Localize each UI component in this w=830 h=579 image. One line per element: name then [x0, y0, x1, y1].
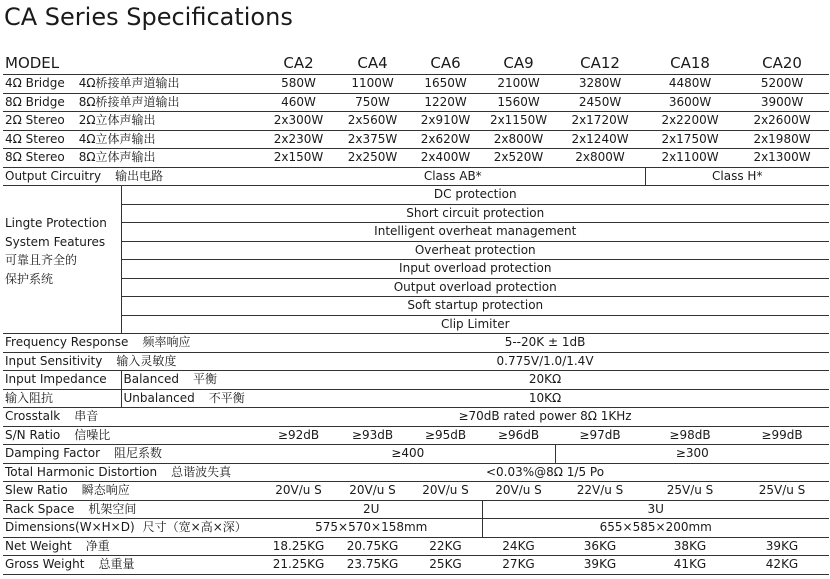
gross-weight-row	[3, 556, 829, 575]
table-cell: ≥93dB	[336, 426, 409, 445]
row-label: Net Weight 净重	[3, 537, 261, 556]
model-ca6: CA6	[430, 54, 461, 72]
unbalanced-value: 10KΩ	[261, 389, 829, 408]
row-label: 8Ω Stereo 8Ω立体声输出	[3, 149, 261, 168]
table-cell: 5200W	[735, 75, 829, 94]
table-cell: 2x1980W	[735, 130, 829, 149]
row-label: Slew Ratio 瞬态响应	[3, 482, 261, 501]
unbalanced-label: Unbalanced 不平衡	[121, 389, 261, 408]
protection-row	[3, 223, 829, 242]
protection-item: DC protection	[121, 186, 829, 205]
rack-space-b: 3U	[482, 500, 829, 519]
table-cell: 2x400W	[409, 149, 482, 168]
input-impedance-row	[3, 389, 829, 408]
table-cell: 22V/u S	[555, 482, 645, 501]
table-cell: 2x150W	[261, 149, 336, 168]
table-cell: 2x620W	[409, 130, 482, 149]
sn-ratio-row	[3, 426, 829, 445]
table-cell: 3280W	[555, 75, 645, 94]
row-label: Dimensions(W×H×D) 尺寸（宽×高×深）	[3, 519, 261, 538]
table-cell: 2x2200W	[645, 112, 735, 131]
protection-item: Clip Limiter	[121, 315, 829, 334]
dimensions-a: 575×570×158mm	[261, 519, 482, 538]
table-cell: 2x230W	[261, 130, 336, 149]
table-cell: 41KG	[645, 556, 735, 575]
row-label: Output Circuitry 输出电路	[3, 167, 261, 186]
protection-label: Lingte Protection System Features 可靠且齐全的 保护系统	[3, 186, 121, 334]
row-label: 4Ω Stereo 4Ω立体声输出	[3, 130, 261, 149]
slew-rate-row	[3, 482, 829, 501]
table-cell: 20.75KG	[336, 537, 409, 556]
table-cell: 460W	[261, 93, 336, 112]
table-cell: 2x1720W	[555, 112, 645, 131]
model-ca20: CA20	[762, 54, 802, 72]
table-cell: 2x2600W	[735, 112, 829, 131]
protection-row	[3, 204, 829, 223]
crosstalk-row	[3, 408, 829, 427]
row-label: 4Ω Bridge 4Ω桥接单声道输出	[3, 75, 261, 94]
table-cell: ≥95dB	[409, 426, 482, 445]
table-cell: 750W	[336, 93, 409, 112]
table-cell: 1220W	[409, 93, 482, 112]
balanced-label: Balanced 平衡	[121, 371, 261, 390]
model-ca4: CA4	[357, 54, 388, 72]
header-row	[3, 52, 829, 75]
table-cell: 2x800W	[555, 149, 645, 168]
thd-value: <0.03%@8Ω 1/5 Po	[261, 463, 829, 482]
protection-row	[3, 278, 829, 297]
table-cell: ≥96dB	[482, 426, 555, 445]
table-cell: 25V/u S	[735, 482, 829, 501]
protection-item: Output overload protection	[121, 278, 829, 297]
dimensions-row	[3, 519, 829, 538]
table-cell: ≥99dB	[735, 426, 829, 445]
row-label: Rack Space 机架空间	[3, 500, 261, 519]
protection-row	[3, 186, 829, 205]
damping-value-a: ≥400	[261, 445, 555, 464]
row-label: Total Harmonic Distortion 总谐波失真	[3, 463, 261, 482]
input-sensitivity-value: 0.775V/1.0/1.4V	[261, 352, 829, 371]
protection-item: Overheat protection	[121, 241, 829, 260]
protection-row	[3, 297, 829, 316]
rack-space-a: 2U	[261, 500, 482, 519]
frequency-response-row	[3, 334, 829, 353]
model-ca9: CA9	[503, 54, 534, 72]
class-h-cell: Class H*	[645, 167, 829, 186]
thd-row	[3, 463, 829, 482]
table-cell: 3600W	[645, 93, 735, 112]
table-cell: 2x1240W	[555, 130, 645, 149]
class-ab-cell: Class AB*	[261, 167, 645, 186]
table-cell: 580W	[261, 75, 336, 94]
table-cell: ≥92dB	[261, 426, 336, 445]
output-circuitry-row	[3, 167, 829, 186]
table-cell: 20V/u S	[409, 482, 482, 501]
row-label: 输入阻抗	[3, 389, 121, 408]
table-cell: 2x250W	[336, 149, 409, 168]
table-cell: ≥97dB	[555, 426, 645, 445]
spec-table	[3, 52, 829, 575]
power-row-8ohm-stereo	[3, 149, 829, 168]
table-cell: 38KG	[645, 537, 735, 556]
table-cell: 2x1750W	[645, 130, 735, 149]
crosstalk-value: ≥70dB rated power 8Ω 1KHz	[261, 408, 829, 427]
balanced-value: 20KΩ	[261, 371, 829, 390]
table-cell: 39KG	[555, 556, 645, 575]
table-cell: 2x375W	[336, 130, 409, 149]
damping-value-b: ≥300	[555, 445, 829, 464]
table-cell: 25KG	[409, 556, 482, 575]
table-cell: 18.25KG	[261, 537, 336, 556]
protection-item: Soft startup protection	[121, 297, 829, 316]
model-ca2: CA2	[283, 54, 314, 72]
power-row-4ohm-bridge	[3, 75, 829, 94]
table-cell: 2x1100W	[645, 149, 735, 168]
row-label: Crosstalk 串音	[3, 408, 261, 427]
table-cell: 2x1150W	[482, 112, 555, 131]
table-cell: 2x300W	[261, 112, 336, 131]
row-label: Input Impedance	[3, 371, 121, 390]
input-impedance-row	[3, 371, 829, 390]
damping-factor-row	[3, 445, 829, 464]
table-cell: 22KG	[409, 537, 482, 556]
net-weight-row	[3, 537, 829, 556]
table-cell: 20V/u S	[261, 482, 336, 501]
table-cell: 2100W	[482, 75, 555, 94]
row-label: Damping Factor 阻尼系数	[3, 445, 261, 464]
input-sensitivity-row	[3, 352, 829, 371]
table-cell: 36KG	[555, 537, 645, 556]
power-row-4ohm-stereo	[3, 130, 829, 149]
table-cell: 2x800W	[482, 130, 555, 149]
table-cell: ≥98dB	[645, 426, 735, 445]
table-cell: 3900W	[735, 93, 829, 112]
table-cell: 2x560W	[336, 112, 409, 131]
table-cell: 42KG	[735, 556, 829, 575]
table-cell: 2x1300W	[735, 149, 829, 168]
protection-row	[3, 260, 829, 279]
protection-item: Short circuit protection	[121, 204, 829, 223]
power-row-8ohm-bridge	[3, 93, 829, 112]
dimensions-b: 655×585×200mm	[482, 519, 829, 538]
table-cell: 2x520W	[482, 149, 555, 168]
model-label: MODEL	[5, 54, 60, 72]
protection-item: Intelligent overheat management	[121, 223, 829, 242]
rack-space-row	[3, 500, 829, 519]
table-cell: 21.25KG	[261, 556, 336, 575]
page-title: CA Series Specifications	[4, 3, 293, 31]
protection-item: Input overload protection	[121, 260, 829, 279]
table-cell: 1100W	[336, 75, 409, 94]
protection-row	[3, 241, 829, 260]
table-cell: 1560W	[482, 93, 555, 112]
table-cell: 27KG	[482, 556, 555, 575]
row-label: Gross Weight 总重量	[3, 556, 261, 575]
table-cell: 24KG	[482, 537, 555, 556]
row-label: 8Ω Bridge 8Ω桥接单声道输出	[3, 93, 261, 112]
table-cell: 2450W	[555, 93, 645, 112]
row-label: S/N Ratio 信噪比	[3, 426, 261, 445]
frequency-response-value: 5--20K ± 1dB	[261, 334, 829, 353]
table-cell: 1650W	[409, 75, 482, 94]
table-cell: 20V/u S	[482, 482, 555, 501]
table-cell: 25V/u S	[645, 482, 735, 501]
model-ca18: CA18	[670, 54, 710, 72]
protection-row	[3, 315, 829, 334]
table-cell: 23.75KG	[336, 556, 409, 575]
table-cell: 20V/u S	[336, 482, 409, 501]
table-cell: 2x910W	[409, 112, 482, 131]
table-cell: 39KG	[735, 537, 829, 556]
table-cell: 4480W	[645, 75, 735, 94]
row-label: Frequency Response 频率响应	[3, 334, 261, 353]
power-row-2ohm-stereo	[3, 112, 829, 131]
row-label: Input Sensitivity 输入灵敏度	[3, 352, 261, 371]
row-label: 2Ω Stereo 2Ω立体声输出	[3, 112, 261, 131]
model-ca12: CA12	[580, 54, 620, 72]
